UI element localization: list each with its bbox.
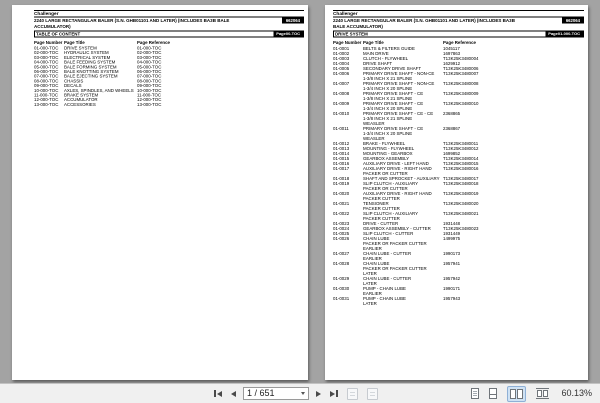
row-page-reference: 12-000-TOC: [137, 97, 162, 103]
row-page-title: ACCUMULATOR: [64, 97, 98, 103]
zoom-level[interactable]: 60.13%: [561, 388, 592, 398]
row-page-number: 01-0031: [333, 296, 350, 301]
last-page-button[interactable]: [328, 387, 340, 401]
table-row: [333, 126, 584, 141]
row-page-reference: 1629912: [443, 61, 461, 66]
document-title: 2240 LARGE RECTANGULAR BALER (S.N. GHB01101 AND LATER) (INCLUDES BA3B: [333, 18, 515, 23]
row-page-reference: 1957941: [443, 261, 461, 266]
table-row: [333, 236, 584, 251]
two-page-continuous-view-button[interactable]: [534, 387, 551, 401]
row-page-number: 01-0024: [333, 226, 350, 231]
row-page-title: BRAKE SYSTEM: [64, 92, 99, 98]
row-page-title: BRAKE - FLYWHEEL: [363, 141, 406, 146]
row-page-reference: 2368867: [443, 126, 461, 131]
row-page-reference: 01-000-TOC: [137, 45, 162, 51]
row-page-title: CHASSIS: [64, 78, 84, 84]
row-page-reference: T13K25K3480020: [443, 201, 479, 206]
brand-name: Challenger: [34, 11, 59, 17]
column-header-page-number: Page Number: [34, 40, 63, 45]
single-page-icon: [471, 388, 479, 399]
row-page-title: AUXILIARY DRIVE - RIGHT HAND PACKER CUTTER: [363, 191, 432, 201]
row-page-title: PRIMARY DRIVE SHAFT - NON-CE 1-3/8 INCH X 21 SPLINE: [363, 71, 435, 81]
row-page-number: 01-0025: [333, 231, 350, 236]
viewer-status-toolbar: [0, 383, 600, 403]
row-page-title: ACCESSORIES: [64, 101, 96, 107]
row-page-title: DRIVE SHAFT: [363, 61, 393, 66]
row-page-title: PUMP - CHAIN LUBE EARLIER: [363, 286, 406, 296]
row-page-reference: 1957942: [443, 276, 461, 281]
row-page-reference: 11-000-TOC: [137, 92, 162, 98]
row-page-reference: 04-000-TOC: [137, 59, 162, 65]
row-page-reference: T13K25K3480009: [443, 91, 479, 96]
row-page-number: 01-0015: [333, 156, 350, 161]
row-page-title: CHAIN LUBE - CUTTER EARLIER: [363, 251, 412, 261]
row-page-reference: T13K25K3480014: [443, 156, 479, 161]
page-dropdown-button[interactable]: [298, 388, 308, 399]
row-page-reference: T13K25K3480017: [443, 176, 479, 181]
row-page-reference: 2368865: [443, 111, 461, 116]
column-header-page-reference: Page Reference: [443, 40, 477, 45]
row-page-title: ELECTRICAL SYSTEM: [64, 54, 111, 60]
row-page-title: BALE KNOTTING SYSTEM: [64, 69, 119, 75]
row-page-reference: T13K25K3480007: [443, 71, 479, 76]
row-page-reference: 09-000-TOC: [137, 83, 162, 89]
row-page-title: DECALS: [64, 83, 82, 89]
single-page-view-button[interactable]: [469, 387, 481, 401]
table-row: [333, 276, 584, 286]
column-header-page-number: Page Number: [333, 40, 362, 45]
last-page-icon: [336, 390, 338, 397]
row-page-title: HYDRAULIC SYSTEM: [64, 50, 109, 56]
row-page-number: 01-0004: [333, 61, 350, 66]
row-page-number: 01-0026: [333, 236, 350, 241]
row-page-reference: 1990173: [443, 251, 461, 256]
row-page-reference: 13-000-TOC: [137, 101, 162, 107]
previous-view-icon: [347, 388, 358, 400]
page-layout-group: [469, 384, 592, 403]
table-row: [333, 91, 584, 101]
row-page-title: CLUTCH - FLYWHEEL: [363, 56, 409, 61]
row-page-title: SECONDARY DRIVE SHAFT: [363, 66, 422, 71]
table-row: [333, 101, 584, 111]
row-page-number: 01-0030: [333, 286, 350, 291]
row-page-title: GEARBOX ASSEMBLY - CUTTER: [363, 226, 431, 231]
row-page-title: TENSIONER PACKER CUTTER: [363, 201, 400, 211]
table-row: [333, 286, 584, 296]
table-row: [333, 166, 584, 176]
row-page-title: CHAIN LUBE PACKER OR PACKER CUTTER EARLIER: [363, 236, 427, 251]
document-number-badge: 662064: [282, 18, 304, 24]
row-page-title: SLIP CLUTCH - CUTTER: [363, 231, 414, 236]
row-page-reference: 03-000-TOC: [137, 54, 162, 60]
column-header-page-title: Page Title: [64, 40, 85, 45]
row-page-reference: 1499975: [443, 236, 461, 241]
next-view-icon: [367, 388, 378, 400]
row-page-title: SLIP CLUTCH - AUXILIARY PACKER CUTTER: [363, 211, 419, 221]
table-row: [333, 261, 584, 276]
row-page-reference: T13K25K3480021: [443, 211, 479, 216]
row-page-number: 04-000-TOC: [34, 59, 59, 65]
row-page-reference: 02-000-TOC: [137, 50, 162, 56]
row-page-number: 01-0011: [333, 126, 349, 131]
document-page-left: [12, 5, 308, 380]
row-page-number: 01-0005: [333, 66, 350, 71]
continuous-view-button[interactable]: [487, 387, 499, 401]
row-page-title: AUXILIARY DRIVE - RIGHT HAND PACKER OR CUTTER: [363, 166, 432, 176]
row-page-number: 01-0006: [333, 71, 350, 76]
row-page-number: 01-0014: [333, 151, 350, 156]
previous-page-button[interactable]: [229, 387, 238, 401]
row-page-reference: 05-000-TOC: [137, 64, 162, 70]
row-page-reference: 06-000-TOC: [137, 69, 162, 75]
row-page-title: PRIMARY DRIVE SHAFT - CE - CE 1-3/8 INCH X 21 SPLINE WEASLER: [363, 111, 434, 126]
column-header-page-reference: Page Reference: [137, 40, 171, 45]
row-page-reference: T13K25K3480004: [443, 56, 479, 61]
previous-view-button[interactable]: [345, 387, 360, 401]
row-page-title: BALE EJECTING SYSTEM: [64, 73, 118, 79]
row-page-number: 03-000-TOC: [34, 54, 59, 60]
row-page-reference: T13K25K3480015: [443, 161, 479, 166]
document-page-right: [325, 5, 588, 380]
continuous-page-icon: [489, 388, 497, 399]
row-page-title: GEARBOX ASSEMBLY: [363, 156, 410, 161]
row-page-title: PRIMARY DRIVE SHAFT - CE 1-3/8 INCH X 21 SPLINE: [363, 91, 424, 101]
row-page-reference: 07-000-TOC: [137, 73, 162, 79]
section-page-ref: Page00-TOC: [273, 32, 303, 37]
section-page-ref: Page01-000-TOC: [545, 32, 583, 37]
first-page-icon: [214, 390, 216, 397]
row-page-number: 12-000-TOC: [34, 97, 59, 103]
row-page-number: 01-0010: [333, 111, 350, 116]
row-page-number: 01-0018: [333, 176, 350, 181]
table-row: [333, 111, 584, 126]
row-page-number: 01-0012: [333, 141, 350, 146]
row-page-number: 01-000-TOC: [34, 45, 59, 51]
two-page-icon: [507, 386, 526, 402]
row-page-title: BALE FEEDING SYSTEM: [64, 59, 116, 65]
row-page-number: 01-0001: [333, 46, 350, 51]
row-page-title: PRIMARY DRIVE SHAFT - NON-CE 1-3/4 INCH X 20 SPLINE: [363, 81, 435, 91]
table-row: [333, 211, 584, 221]
first-page-icon: [217, 391, 222, 397]
row-page-title: DRIVE - CUTTER: [363, 221, 399, 226]
row-page-number: 01-0023: [333, 221, 350, 226]
row-page-reference: 1045117: [443, 46, 460, 51]
document-title-wrap: BALE ACCUMULATOR): [333, 24, 383, 29]
row-page-reference: 1697863: [443, 51, 461, 56]
row-page-number: 01-0020: [333, 191, 350, 196]
row-page-title: MOUNTING - GEARBOX: [363, 151, 413, 156]
row-page-number: 01-0009: [333, 101, 350, 106]
row-page-reference: 08-000-TOC: [137, 78, 162, 84]
table-row: [333, 296, 584, 306]
row-page-reference: T13K25K3480023: [443, 226, 479, 231]
row-page-title: AXLES, SPINDLES, AND WHEELS: [64, 87, 134, 93]
row-page-number: 01-0019: [333, 181, 350, 186]
row-page-reference: T13K25K3480011: [443, 141, 479, 146]
table-row: [34, 102, 304, 107]
drive-system-table-body: [333, 46, 584, 306]
row-page-number: 08-000-TOC: [34, 78, 59, 84]
row-page-number: 01-0027: [333, 251, 350, 256]
row-page-reference: T13K25K3480016: [443, 166, 479, 171]
row-page-number: 11-000-TOC: [34, 92, 59, 98]
row-page-title: DRIVE SYSTEM: [64, 45, 97, 51]
row-page-number: 01-0029: [333, 276, 350, 281]
row-page-title: BALE FORMING SYSTEM: [64, 64, 117, 70]
next-view-button[interactable]: [365, 387, 380, 401]
row-page-reference: T13K25K3480018: [443, 181, 479, 186]
last-page-icon: [330, 391, 335, 397]
next-page-button[interactable]: [314, 387, 323, 401]
toc-table-body: [34, 46, 304, 107]
row-page-reference: 1957943: [443, 296, 461, 301]
page-navigation-group: [212, 384, 380, 403]
row-page-title: SLIP CLUTCH - AUXILIARY PACKER OR CUTTER: [363, 181, 419, 191]
row-page-number: 01-0017: [333, 166, 350, 171]
row-page-title: MOUNTING - FLYWHEEL: [363, 146, 415, 151]
document-number-badge: 662064: [562, 18, 584, 24]
first-page-button[interactable]: [212, 387, 224, 401]
row-page-number: 05-000-TOC: [34, 64, 59, 70]
section-title: DRIVE SYSTEM: [335, 31, 368, 37]
row-page-number: 06-000-TOC: [34, 69, 59, 75]
row-page-title: PRIMARY DRIVE SHAFT - CE 1-3/4 INCH X 20 SPLINE WEASLER: [363, 126, 424, 141]
section-band: [34, 31, 304, 38]
row-page-number: 01-0013: [333, 146, 350, 151]
document-title-wrap: ACCUMULATOR): [34, 24, 71, 29]
row-page-number: 01-0003: [333, 56, 350, 61]
previous-page-icon: [231, 391, 236, 397]
section-title: TABLE OF CONTENT: [36, 31, 81, 37]
row-page-number: 01-0028: [333, 261, 350, 266]
row-page-title: AUXILIARY DRIVE - LEFT HAND: [363, 161, 429, 166]
row-page-reference: T13K25K3480010: [443, 101, 479, 106]
table-row: [333, 181, 584, 191]
table-row: [333, 71, 584, 81]
row-page-reference: 10-000-TOC: [137, 87, 162, 93]
column-header-page-title: Page Title: [363, 40, 384, 45]
chevron-down-icon: [301, 392, 305, 395]
table-row: [333, 251, 584, 261]
table-row: [333, 201, 584, 211]
two-page-view-button[interactable]: [505, 387, 528, 401]
row-page-number: 01-0021: [333, 201, 350, 206]
row-page-number: 07-000-TOC: [34, 73, 59, 79]
row-page-number: 10-000-TOC: [34, 87, 59, 93]
page-number-value[interactable]: 1 / 651: [247, 388, 275, 398]
row-page-title: BELTS & FILTERS GUIDE: [363, 46, 415, 51]
row-page-title: CHAIN LUBE - CUTTER LATER: [363, 276, 412, 286]
row-page-title: PUMP - CHAIN LUBE LATER: [363, 296, 406, 306]
row-page-reference: T13K25K3480012: [443, 146, 479, 151]
row-page-number: 01-0022: [333, 211, 350, 216]
row-page-number: 09-000-TOC: [34, 83, 59, 89]
row-page-title: MAIN DRIVE: [363, 51, 389, 56]
row-page-number: 02-000-TOC: [34, 50, 59, 56]
row-page-number: 01-0007: [333, 81, 350, 86]
row-page-number: 13-000-TOC: [34, 101, 59, 107]
row-page-reference: T13K25K3480019: [443, 191, 479, 196]
document-title: 2240 LARGE RECTANGULAR BALER (S.N. GHB01101 AND LATER) (INCLUDES BA3B BALE: [34, 18, 230, 23]
row-page-reference: 1699852: [443, 151, 461, 156]
table-row: [333, 81, 584, 91]
brand-name: Challenger: [333, 11, 358, 17]
row-page-reference: T13K25K3480006: [443, 66, 479, 71]
row-page-number: 01-0008: [333, 91, 350, 96]
row-page-number: 01-0016: [333, 161, 350, 166]
row-page-reference: T13K25K3480008: [443, 81, 479, 86]
row-page-title: SHAFT AND SPROCKET - AUXILIARY: [363, 176, 440, 181]
table-row: [333, 191, 584, 201]
row-page-reference: 1931449: [443, 231, 461, 236]
row-page-reference: 1931448: [443, 221, 461, 226]
next-page-icon: [316, 391, 321, 397]
row-page-number: 01-0002: [333, 51, 350, 56]
row-page-reference: 1990171: [443, 286, 461, 291]
row-page-title: CHAIN LUBE PACKER OR PACKER CUTTER LATER: [363, 261, 427, 276]
two-page-continuous-icon: [536, 388, 549, 399]
page-number-input[interactable]: [243, 387, 309, 400]
row-page-title: PRIMARY DRIVE SHAFT - CE 1-3/4 INCH X 20 SPLINE: [363, 101, 424, 111]
section-band: [333, 31, 584, 38]
